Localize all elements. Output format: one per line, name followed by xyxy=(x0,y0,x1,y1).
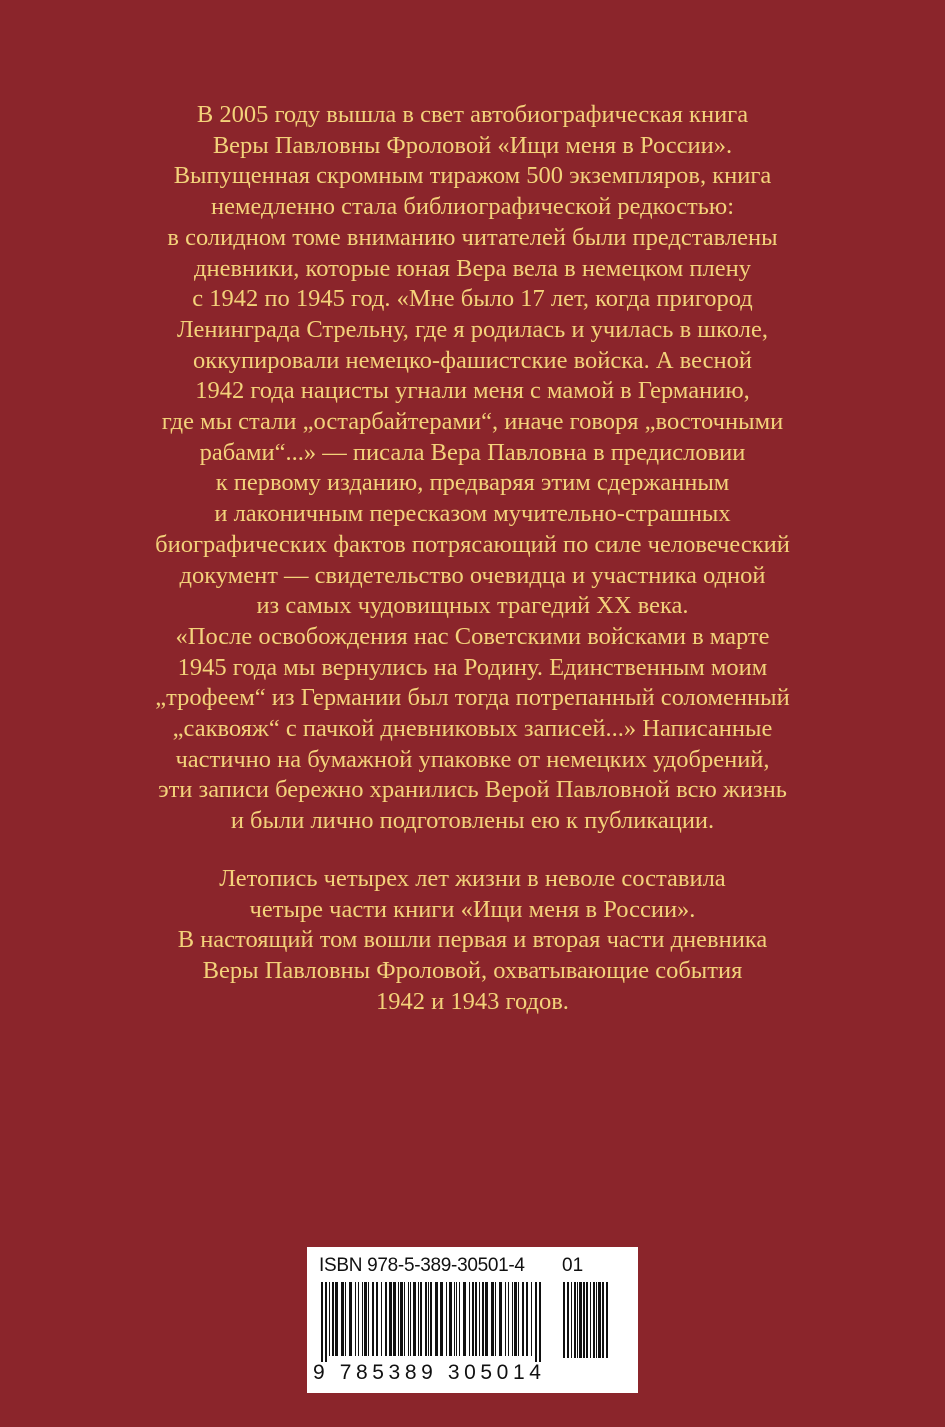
text-line: оккупировали немецко-фашистские войска. А весной xyxy=(193,346,752,374)
barcode-bar xyxy=(485,1282,488,1356)
barcode-bars xyxy=(321,1282,547,1362)
isbn-label: ISBN 978-5-389-30501-4 xyxy=(319,1255,525,1276)
barcode-bar xyxy=(362,1282,363,1356)
barcode-bar xyxy=(385,1282,387,1356)
text-line: с 1942 по 1945 год. «Мне было 17 лет, когда пригород xyxy=(192,285,753,313)
text-line: Летопись четырех лет жизни в неволе составила xyxy=(219,865,726,892)
barcode-bar xyxy=(522,1282,524,1356)
barcode-bar xyxy=(341,1282,344,1356)
barcode-bar xyxy=(332,1282,334,1356)
text-line: 1945 года мы вернулись на Родину. Единственным моим xyxy=(177,653,768,681)
barcode-bar xyxy=(440,1282,443,1356)
barcode-bar xyxy=(586,1282,588,1358)
barcode-bar xyxy=(372,1282,374,1356)
text-line: В настоящий том вошли первая и вторая части дневника xyxy=(177,926,768,954)
barcode-bar xyxy=(499,1282,502,1356)
text-line: частично на бумажной упаковке от немецких удобрений, xyxy=(175,745,770,773)
text-line: из самых чудовищных трагедий XX века. xyxy=(256,592,689,620)
text-line: рабами“...» — писала Вера Павловна в предисловии xyxy=(199,438,746,466)
barcode-bar xyxy=(321,1282,323,1362)
barcode-bar xyxy=(435,1282,438,1356)
barcode-bar xyxy=(598,1282,601,1358)
barcode-bar xyxy=(571,1282,572,1358)
barcode-bar xyxy=(389,1282,392,1356)
barcode-bar xyxy=(514,1282,517,1356)
barcode-bar xyxy=(428,1282,429,1356)
barcode-bar xyxy=(567,1282,569,1358)
barcode-bar xyxy=(574,1282,576,1358)
barcode-bar xyxy=(508,1282,509,1356)
text-line: Веры Павловны Фроловой, охватывающие события xyxy=(202,957,743,985)
barcode-bar xyxy=(355,1282,356,1356)
barcode-bar xyxy=(459,1282,460,1356)
barcode-bar xyxy=(518,1282,519,1356)
barcode-bar xyxy=(358,1282,359,1356)
text-line: „трофеем“ из Германии был тогда потрепанный соломенный xyxy=(155,684,790,712)
barcode-bar xyxy=(454,1282,455,1356)
barcode-bar xyxy=(446,1282,447,1356)
barcode-bar xyxy=(526,1282,528,1356)
text-line: 1942 и 1943 годов. xyxy=(376,987,569,1015)
annotation-paragraph-1 xyxy=(60,100,885,837)
text-line: Веры Павловны Фроловой «Ищи меня в России». xyxy=(212,131,733,159)
barcode-bar xyxy=(579,1282,582,1358)
barcode-bar xyxy=(404,1282,405,1356)
barcode-bar xyxy=(376,1282,378,1356)
barcode-bar xyxy=(590,1282,591,1358)
text-line: в солидном томе вниманию читателей были представлены xyxy=(167,223,778,251)
barcode-bar xyxy=(456,1282,457,1356)
barcode-bar xyxy=(606,1282,608,1358)
text-line: биографических фактов потрясающий по силе человеческий xyxy=(155,530,790,558)
barcode-bar xyxy=(469,1282,470,1356)
text-line: и были лично подготовлены ею к публикации. xyxy=(230,807,715,835)
barcode-bar xyxy=(472,1282,474,1356)
barcode-bar xyxy=(602,1282,604,1358)
barcode-bar xyxy=(368,1282,369,1356)
barcode-bar xyxy=(577,1282,578,1358)
text-line: четыре части книги «Ищи меня в России». xyxy=(249,895,696,923)
barcode-bar xyxy=(563,1282,565,1358)
barcode-digits: 9 785389 305014 xyxy=(313,1361,546,1384)
text-line: немедленно стала библиографической редкостью: xyxy=(210,193,735,221)
text-line: где мы стали „остарбайтерами“, иначе говоря „восточными xyxy=(161,408,784,436)
barcode-bar xyxy=(329,1282,330,1356)
text-line: дневники, которые юная Вера вела в немецком плену xyxy=(194,254,751,282)
barcode-bar xyxy=(325,1282,327,1362)
barcode-bar xyxy=(596,1282,597,1358)
barcode-bar xyxy=(425,1282,427,1356)
isbn-barcode xyxy=(307,1247,638,1393)
barcode-bar xyxy=(410,1282,411,1356)
barcode-bar xyxy=(463,1282,466,1356)
barcode-bar xyxy=(531,1282,532,1356)
barcode-bar xyxy=(482,1282,484,1356)
barcode-bar xyxy=(449,1282,452,1356)
text-line: «После освобождения нас Советскими войсками в марте xyxy=(175,622,770,650)
barcode-bar xyxy=(364,1282,367,1356)
barcode-bar xyxy=(491,1282,494,1356)
barcode-addon-label: 01 xyxy=(562,1255,584,1276)
barcode-bar xyxy=(381,1282,382,1356)
text-line: Выпущенная скромным тиражом 500 экземпляров, книга xyxy=(173,162,772,190)
barcode-bar xyxy=(349,1282,352,1356)
barcode-bar xyxy=(512,1282,513,1356)
barcode-bar xyxy=(430,1282,432,1356)
barcode-bar xyxy=(408,1282,409,1356)
text-line: документ — свидетельство очевидца и участника одной xyxy=(179,561,766,589)
text-line: 1942 года нацисты угнали меня с мамой в Германию, xyxy=(195,377,750,405)
text-line: эти записи бережно хранились Верой Павловной всю жизнь xyxy=(158,776,787,804)
barcode-bar xyxy=(393,1282,396,1356)
annotation-paragraph-2 xyxy=(60,864,885,1018)
barcode-bar xyxy=(593,1282,595,1358)
barcode-bar xyxy=(398,1282,399,1356)
text-line: и лаконичным пересказом мучительно-страшных xyxy=(214,500,731,528)
barcode-bar xyxy=(479,1282,480,1356)
barcode-bar xyxy=(400,1282,403,1356)
barcode-bar xyxy=(495,1282,496,1356)
text-line: „саквояж“ с пачкой дневниковых записей...» Написанные xyxy=(172,715,773,743)
text-line: В 2005 году вышла в свет автобиографическая книга xyxy=(196,101,749,128)
barcode-bar xyxy=(420,1282,422,1356)
text-line: Ленинграда Стрельну, где я родилась и училась в школе, xyxy=(177,315,768,343)
barcode-bar xyxy=(583,1282,585,1358)
barcode-bar xyxy=(418,1282,419,1356)
barcode-bar xyxy=(345,1282,346,1356)
barcode-bar xyxy=(505,1282,506,1356)
text-line: к первому изданию, предваряя этим сдержанным xyxy=(215,469,730,497)
barcode-bar xyxy=(335,1282,338,1356)
barcode-bar xyxy=(539,1282,541,1362)
barcode-addon-bars xyxy=(563,1282,613,1358)
barcode-bar xyxy=(475,1282,477,1356)
barcode-bar xyxy=(413,1282,416,1356)
barcode-bar xyxy=(535,1282,537,1362)
